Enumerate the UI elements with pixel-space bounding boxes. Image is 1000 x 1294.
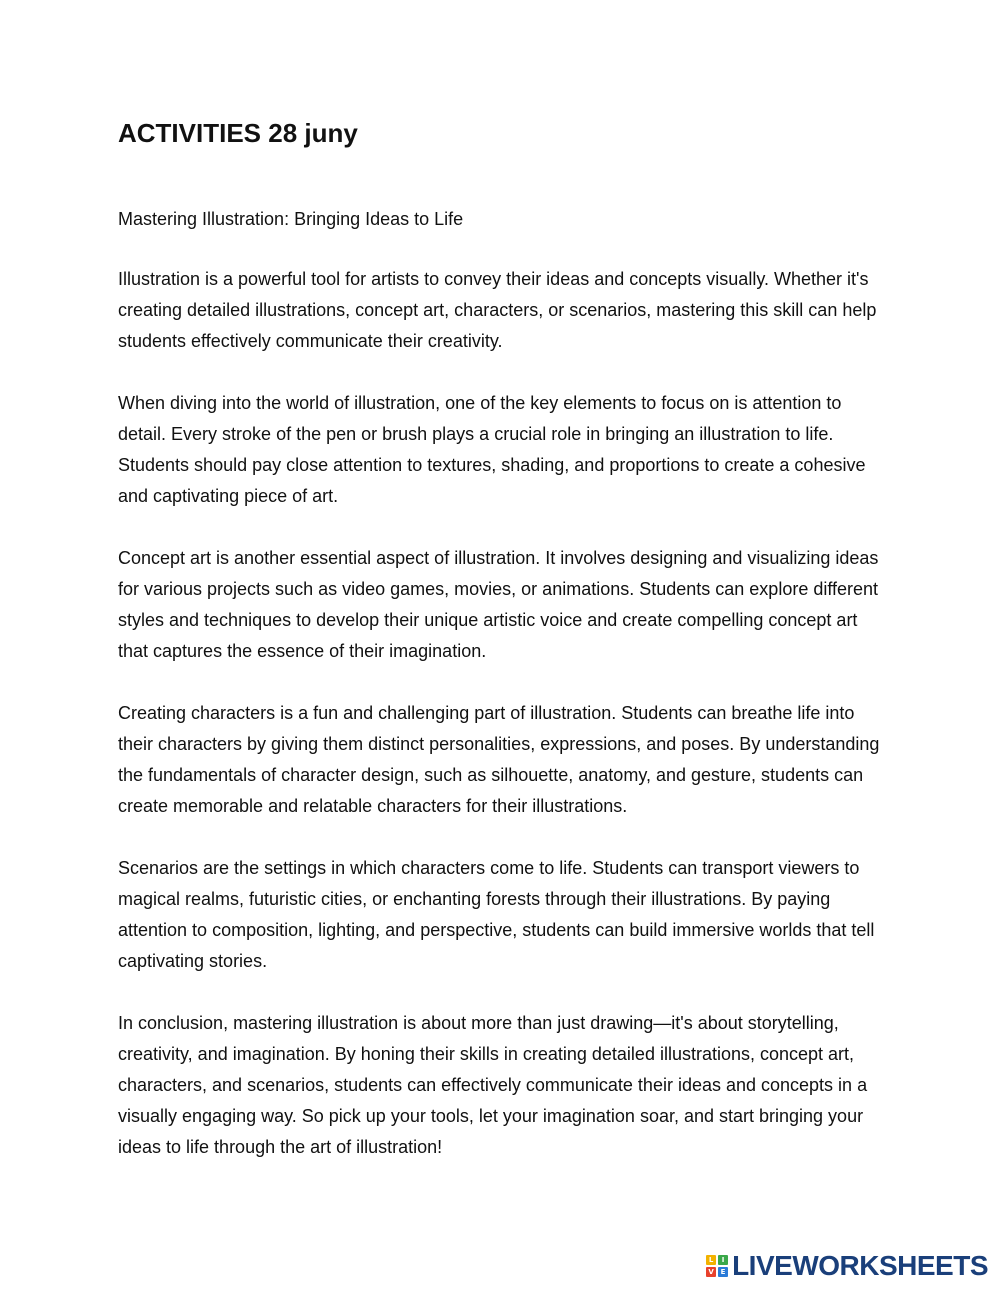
logo-block-icon: V [706, 1267, 716, 1277]
logo-block-icon: I [718, 1255, 728, 1265]
logo-block-icon: L [706, 1255, 716, 1265]
body-paragraph: When diving into the world of illustration, one of the key elements to focus on is attention to detail. Every stroke of the pen or brush plays a crucial role in bringing an illustration to life. Students should pay close attention to textures, shading, and proportions to create a cohesive and captivating piece of art. [118, 393, 866, 506]
logo-blocks-icon [706, 1255, 728, 1277]
body-paragraph: Illustration is a powerful tool for artists to convey their ideas and concepts visually. Whether it's creating detailed illustrations, concept art, characters, or scenarios, mastering this skill can help students effectively communicate their creativity. [118, 269, 877, 351]
liveworksheets-logo [706, 1248, 988, 1284]
logo-text: LIVEWORKSHEETS [732, 1250, 988, 1281]
body-paragraph: Scenarios are the settings in which characters come to life. Students can transport viewers to magical realms, futuristic cities, or enchanting forests through their illustrations. By paying attention to composition, lighting, and perspective, students can build immersive worlds that tell captivating stories. [118, 858, 875, 971]
body-paragraph: In conclusion, mastering illustration is about more than just drawing—it's about storytelling, creativity, and imagination. By honing their skills in creating detailed illustrations, concept art, characters, and scenarios, students can effectively communicate their ideas and concepts in a visually engaging way. So pick up your tools, let your imagination soar, and start bringing your ideas to life through the art of illustration! [118, 1013, 868, 1157]
document-body [118, 264, 888, 1194]
logo-block-icon: E [718, 1267, 728, 1277]
body-paragraph: Creating characters is a fun and challenging part of illustration. Students can breathe life into their characters by giving them distinct personalities, expressions, and poses. By understanding the fundamentals of character design, such as silhouette, anatomy, and gesture, students can create memorable and relatable characters for their illustrations. [118, 703, 880, 816]
page-title: ACTIVITIES 28 juny [118, 118, 358, 148]
document-subtitle: Mastering Illustration: Bringing Ideas to Life [118, 209, 464, 229]
body-paragraph: Concept art is another essential aspect of illustration. It involves designing and visualizing ideas for various projects such as video games, movies, or animations. Students can explore different styles and techniques to develop their unique artistic voice and create compelling concept art that captures the essence of their imagination. [118, 548, 879, 661]
